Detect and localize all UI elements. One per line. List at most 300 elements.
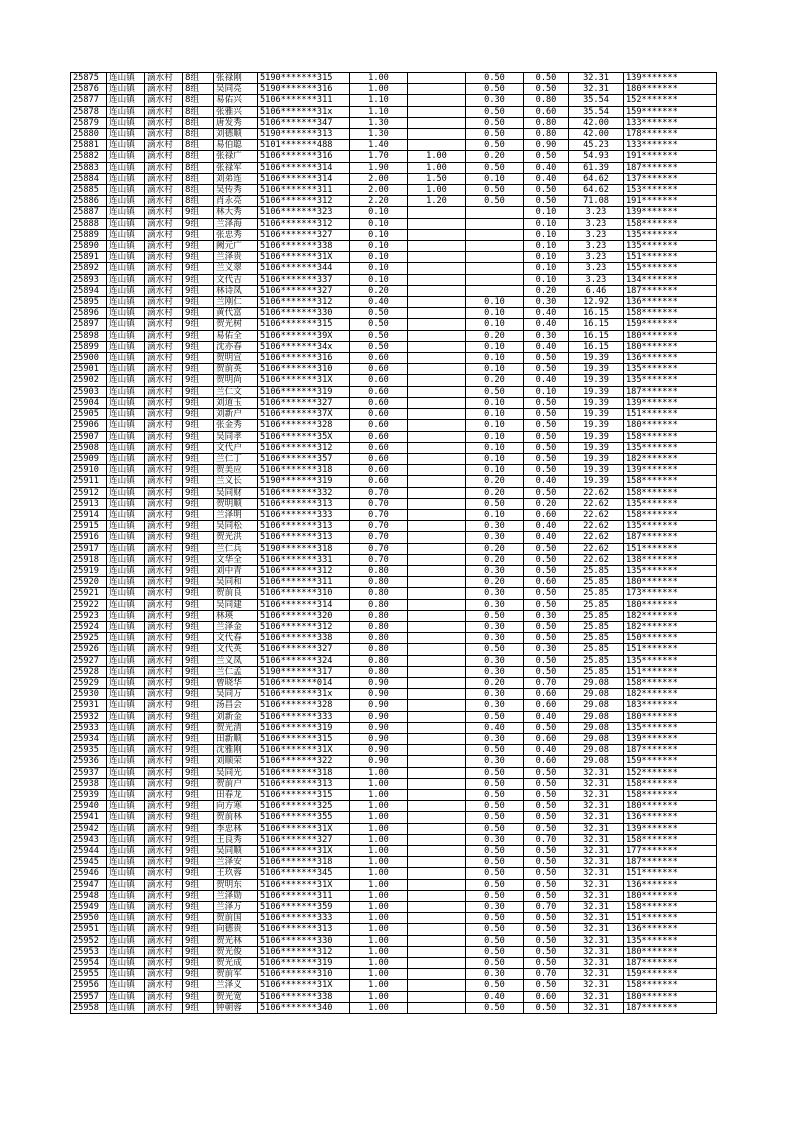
cell-name: 贺明宣 bbox=[214, 353, 258, 364]
cell-amount: 42.00 bbox=[569, 117, 624, 128]
cell-id-number: 5106*******315 bbox=[258, 790, 350, 801]
cell-area-c: 0.50 bbox=[524, 935, 569, 946]
table-row bbox=[71, 689, 717, 700]
cell-town: 连山镇 bbox=[107, 801, 145, 812]
cell-group: 9组 bbox=[183, 274, 214, 285]
cell-amount: 19.39 bbox=[569, 476, 624, 487]
cell-group: 8组 bbox=[183, 73, 214, 84]
cell-name: 向方寒 bbox=[214, 801, 258, 812]
cell-name: 吴同建 bbox=[214, 599, 258, 610]
table-row bbox=[71, 420, 717, 431]
cell-area-c: 0.30 bbox=[524, 644, 569, 655]
cell-id-number: 5106*******345 bbox=[258, 868, 350, 879]
cell-area-c: 0.60 bbox=[524, 700, 569, 711]
cell-village: 滴水村 bbox=[145, 453, 183, 464]
cell-id-number: 5106*******31x bbox=[258, 689, 350, 700]
cell-town: 连山镇 bbox=[107, 913, 145, 924]
cell-phone: 159******* bbox=[624, 756, 717, 767]
cell-row-number: 25878 bbox=[71, 106, 107, 117]
cell-town: 连山镇 bbox=[107, 958, 145, 969]
cell-group: 9组 bbox=[183, 285, 214, 296]
cell-village: 滴水村 bbox=[145, 913, 183, 924]
cell-town: 连山镇 bbox=[107, 666, 145, 677]
cell-name: 吴同财 bbox=[214, 487, 258, 498]
cell-area-total: 0.80 bbox=[350, 588, 408, 599]
cell-id-number: 5106*******314 bbox=[258, 173, 350, 184]
cell-area-c: 0.40 bbox=[524, 341, 569, 352]
cell-area-b: 0.50 bbox=[466, 846, 524, 857]
cell-area-a bbox=[408, 252, 466, 263]
cell-phone: 180******* bbox=[624, 330, 717, 341]
table-row bbox=[71, 442, 717, 453]
cell-group: 9组 bbox=[183, 341, 214, 352]
cell-area-total: 1.00 bbox=[350, 991, 408, 1002]
cell-group: 9组 bbox=[183, 745, 214, 756]
cell-name: 沈雅刚 bbox=[214, 745, 258, 756]
cell-amount: 29.08 bbox=[569, 677, 624, 688]
cell-town: 连山镇 bbox=[107, 420, 145, 431]
table-row bbox=[71, 218, 717, 229]
cell-group: 9组 bbox=[183, 890, 214, 901]
cell-row-number: 25905 bbox=[71, 409, 107, 420]
cell-row-number: 25957 bbox=[71, 991, 107, 1002]
cell-name: 吴同孝 bbox=[214, 431, 258, 442]
cell-village: 滴水村 bbox=[145, 711, 183, 722]
cell-name: 刘新户 bbox=[214, 409, 258, 420]
table-row bbox=[71, 487, 717, 498]
cell-town: 连山镇 bbox=[107, 588, 145, 599]
cell-village: 滴水村 bbox=[145, 924, 183, 935]
cell-area-b: 0.50 bbox=[466, 857, 524, 868]
cell-id-number: 5106*******318 bbox=[258, 767, 350, 778]
cell-phone: 155******* bbox=[624, 263, 717, 274]
cell-town: 连山镇 bbox=[107, 353, 145, 364]
cell-group: 9组 bbox=[183, 386, 214, 397]
cell-name: 贺前良 bbox=[214, 588, 258, 599]
cell-village: 滴水村 bbox=[145, 106, 183, 117]
cell-phone: 136******* bbox=[624, 812, 717, 823]
cell-area-c: 0.50 bbox=[524, 543, 569, 554]
cell-area-a bbox=[408, 633, 466, 644]
cell-group: 9组 bbox=[183, 700, 214, 711]
cell-amount: 71.08 bbox=[569, 196, 624, 207]
cell-area-b: 0.10 bbox=[466, 173, 524, 184]
cell-id-number: 5106*******310 bbox=[258, 364, 350, 375]
cell-id-number: 5190*******318 bbox=[258, 543, 350, 554]
table-row bbox=[71, 409, 717, 420]
cell-row-number: 25952 bbox=[71, 935, 107, 946]
cell-phone: 153******* bbox=[624, 185, 717, 196]
cell-group: 9组 bbox=[183, 476, 214, 487]
cell-area-total: 0.70 bbox=[350, 532, 408, 543]
cell-area-b: 0.20 bbox=[466, 151, 524, 162]
cell-area-a bbox=[408, 218, 466, 229]
cell-town: 连山镇 bbox=[107, 655, 145, 666]
cell-amount: 19.39 bbox=[569, 442, 624, 453]
cell-area-c: 0.10 bbox=[524, 386, 569, 397]
cell-group: 9组 bbox=[183, 543, 214, 554]
cell-row-number: 25941 bbox=[71, 812, 107, 823]
cell-group: 9组 bbox=[183, 991, 214, 1002]
cell-name: 刘德顺 bbox=[214, 129, 258, 140]
cell-area-total: 0.90 bbox=[350, 745, 408, 756]
cell-phone: 180******* bbox=[624, 991, 717, 1002]
cell-area-c: 0.70 bbox=[524, 902, 569, 913]
cell-area-b: 0.50 bbox=[466, 890, 524, 901]
cell-area-c: 0.50 bbox=[524, 453, 569, 464]
cell-area-a bbox=[408, 577, 466, 588]
cell-phone: 135******* bbox=[624, 521, 717, 532]
cell-area-b: 0.50 bbox=[466, 73, 524, 84]
cell-row-number: 25894 bbox=[71, 285, 107, 296]
cell-phone: 178******* bbox=[624, 129, 717, 140]
cell-group: 8组 bbox=[183, 140, 214, 151]
cell-area-c: 0.40 bbox=[524, 308, 569, 319]
cell-phone: 187******* bbox=[624, 162, 717, 173]
cell-area-c: 0.50 bbox=[524, 554, 569, 565]
cell-group: 8组 bbox=[183, 173, 214, 184]
cell-name: 兰义翠 bbox=[214, 263, 258, 274]
cell-row-number: 25909 bbox=[71, 453, 107, 464]
cell-area-c: 0.60 bbox=[524, 991, 569, 1002]
table-row bbox=[71, 263, 717, 274]
cell-group: 9组 bbox=[183, 252, 214, 263]
cell-area-a bbox=[408, 924, 466, 935]
cell-phone: 180******* bbox=[624, 341, 717, 352]
cell-area-b: 0.10 bbox=[466, 397, 524, 408]
cell-area-total: 0.70 bbox=[350, 509, 408, 520]
cell-area-total: 1.00 bbox=[350, 767, 408, 778]
cell-area-b: 0.50 bbox=[466, 868, 524, 879]
cell-name: 兰泽海 bbox=[214, 218, 258, 229]
cell-area-a bbox=[408, 689, 466, 700]
cell-row-number: 25935 bbox=[71, 745, 107, 756]
cell-area-c: 0.50 bbox=[524, 353, 569, 364]
cell-area-total: 1.00 bbox=[350, 913, 408, 924]
cell-town: 连山镇 bbox=[107, 341, 145, 352]
cell-area-a bbox=[408, 241, 466, 252]
table-row bbox=[71, 129, 717, 140]
cell-area-c: 0.60 bbox=[524, 756, 569, 767]
cell-name: 兰仁丁 bbox=[214, 453, 258, 464]
cell-id-number: 5106*******318 bbox=[258, 857, 350, 868]
table-row bbox=[71, 868, 717, 879]
cell-area-a bbox=[408, 666, 466, 677]
cell-row-number: 25880 bbox=[71, 129, 107, 140]
cell-row-number: 25876 bbox=[71, 84, 107, 95]
cell-area-c: 0.50 bbox=[524, 879, 569, 890]
cell-name: 兰泽万 bbox=[214, 902, 258, 913]
cell-village: 滴水村 bbox=[145, 543, 183, 554]
cell-amount: 25.85 bbox=[569, 610, 624, 621]
cell-area-b: 0.10 bbox=[466, 297, 524, 308]
cell-group: 9组 bbox=[183, 823, 214, 834]
cell-amount: 32.31 bbox=[569, 958, 624, 969]
cell-area-total: 0.60 bbox=[350, 409, 408, 420]
cell-town: 连山镇 bbox=[107, 319, 145, 330]
table-row bbox=[71, 84, 717, 95]
cell-phone: 180******* bbox=[624, 711, 717, 722]
cell-row-number: 25896 bbox=[71, 308, 107, 319]
cell-id-number: 5106*******313 bbox=[258, 924, 350, 935]
cell-area-a bbox=[408, 297, 466, 308]
cell-name: 易伯聪 bbox=[214, 140, 258, 151]
cell-area-a bbox=[408, 397, 466, 408]
cell-amount: 29.08 bbox=[569, 745, 624, 756]
cell-id-number: 5106*******35X bbox=[258, 431, 350, 442]
cell-row-number: 25907 bbox=[71, 431, 107, 442]
cell-area-b bbox=[466, 218, 524, 229]
cell-id-number: 5106*******327 bbox=[258, 644, 350, 655]
cell-area-b: 0.30 bbox=[466, 95, 524, 106]
cell-id-number: 5106*******331 bbox=[258, 554, 350, 565]
cell-group: 9组 bbox=[183, 409, 214, 420]
cell-area-a bbox=[408, 129, 466, 140]
cell-phone: 139******* bbox=[624, 207, 717, 218]
cell-id-number: 5106*******312 bbox=[258, 621, 350, 632]
cell-name: 汤昌会 bbox=[214, 700, 258, 711]
cell-amount: 32.31 bbox=[569, 834, 624, 845]
cell-name: 刘中青 bbox=[214, 565, 258, 576]
cell-area-c: 0.50 bbox=[524, 588, 569, 599]
cell-id-number: 5106*******355 bbox=[258, 812, 350, 823]
cell-phone: 191******* bbox=[624, 151, 717, 162]
cell-area-total: 1.00 bbox=[350, 946, 408, 957]
cell-town: 连山镇 bbox=[107, 577, 145, 588]
cell-area-a bbox=[408, 700, 466, 711]
cell-amount: 25.85 bbox=[569, 588, 624, 599]
cell-area-b: 0.50 bbox=[466, 129, 524, 140]
cell-area-c: 0.70 bbox=[524, 969, 569, 980]
cell-phone: 180******* bbox=[624, 890, 717, 901]
cell-phone: 182******* bbox=[624, 453, 717, 464]
cell-town: 连山镇 bbox=[107, 554, 145, 565]
cell-name: 刘新金 bbox=[214, 711, 258, 722]
cell-area-total: 0.10 bbox=[350, 229, 408, 240]
cell-village: 滴水村 bbox=[145, 790, 183, 801]
cell-village: 滴水村 bbox=[145, 397, 183, 408]
cell-row-number: 25901 bbox=[71, 364, 107, 375]
table-row bbox=[71, 117, 717, 128]
cell-phone: 158******* bbox=[624, 431, 717, 442]
cell-village: 滴水村 bbox=[145, 285, 183, 296]
cell-id-number: 5106*******311 bbox=[258, 890, 350, 901]
cell-amount: 22.62 bbox=[569, 487, 624, 498]
cell-area-b: 0.50 bbox=[466, 935, 524, 946]
cell-phone: 180******* bbox=[624, 420, 717, 431]
cell-row-number: 25923 bbox=[71, 610, 107, 621]
cell-town: 连山镇 bbox=[107, 241, 145, 252]
cell-area-a bbox=[408, 677, 466, 688]
cell-id-number: 5106*******39X bbox=[258, 330, 350, 341]
table-row bbox=[71, 431, 717, 442]
cell-phone: 180******* bbox=[624, 801, 717, 812]
cell-area-b bbox=[466, 229, 524, 240]
cell-phone: 158******* bbox=[624, 308, 717, 319]
cell-town: 连山镇 bbox=[107, 689, 145, 700]
cell-area-total: 0.70 bbox=[350, 554, 408, 565]
cell-amount: 32.31 bbox=[569, 812, 624, 823]
cell-area-b: 0.50 bbox=[466, 958, 524, 969]
cell-town: 连山镇 bbox=[107, 711, 145, 722]
cell-name: 田春龙 bbox=[214, 790, 258, 801]
cell-id-number: 5106*******310 bbox=[258, 969, 350, 980]
cell-village: 滴水村 bbox=[145, 565, 183, 576]
cell-group: 9组 bbox=[183, 846, 214, 857]
cell-row-number: 25918 bbox=[71, 554, 107, 565]
cell-group: 9组 bbox=[183, 834, 214, 845]
table-row bbox=[71, 375, 717, 386]
cell-name: 文华全 bbox=[214, 554, 258, 565]
cell-town: 连山镇 bbox=[107, 140, 145, 151]
cell-area-a bbox=[408, 431, 466, 442]
cell-area-a bbox=[408, 599, 466, 610]
cell-amount: 19.39 bbox=[569, 397, 624, 408]
table-row bbox=[71, 229, 717, 240]
cell-area-b bbox=[466, 207, 524, 218]
cell-row-number: 25936 bbox=[71, 756, 107, 767]
cell-amount: 32.31 bbox=[569, 935, 624, 946]
cell-amount: 22.62 bbox=[569, 521, 624, 532]
cell-area-total: 1.00 bbox=[350, 1002, 408, 1013]
cell-name: 吴同和 bbox=[214, 577, 258, 588]
cell-village: 滴水村 bbox=[145, 353, 183, 364]
cell-group: 9组 bbox=[183, 902, 214, 913]
cell-area-b: 0.50 bbox=[466, 84, 524, 95]
cell-village: 滴水村 bbox=[145, 229, 183, 240]
cell-town: 连山镇 bbox=[107, 185, 145, 196]
cell-town: 连山镇 bbox=[107, 857, 145, 868]
cell-row-number: 25926 bbox=[71, 644, 107, 655]
cell-area-c: 0.50 bbox=[524, 196, 569, 207]
cell-phone: 187******* bbox=[624, 1002, 717, 1013]
cell-group: 9组 bbox=[183, 756, 214, 767]
cell-village: 滴水村 bbox=[145, 610, 183, 621]
cell-area-a bbox=[408, 644, 466, 655]
cell-town: 连山镇 bbox=[107, 218, 145, 229]
cell-name: 易佑全 bbox=[214, 330, 258, 341]
cell-group: 8组 bbox=[183, 129, 214, 140]
cell-village: 滴水村 bbox=[145, 252, 183, 263]
cell-id-number: 5106*******313 bbox=[258, 498, 350, 509]
cell-town: 连山镇 bbox=[107, 823, 145, 834]
cell-phone: 152******* bbox=[624, 95, 717, 106]
cell-group: 9组 bbox=[183, 722, 214, 733]
cell-area-b: 0.40 bbox=[466, 991, 524, 1002]
cell-area-c: 0.50 bbox=[524, 958, 569, 969]
cell-area-a bbox=[408, 364, 466, 375]
cell-name: 张禄军 bbox=[214, 162, 258, 173]
cell-row-number: 25917 bbox=[71, 543, 107, 554]
cell-group: 9组 bbox=[183, 565, 214, 576]
cell-group: 9组 bbox=[183, 935, 214, 946]
cell-phone: 177******* bbox=[624, 846, 717, 857]
cell-phone: 158******* bbox=[624, 218, 717, 229]
cell-area-total: 0.10 bbox=[350, 207, 408, 218]
cell-id-number: 5106*******313 bbox=[258, 521, 350, 532]
cell-town: 连山镇 bbox=[107, 621, 145, 632]
cell-name: 贺明顺 bbox=[214, 498, 258, 509]
table-row bbox=[71, 274, 717, 285]
cell-name: 文代英 bbox=[214, 644, 258, 655]
cell-row-number: 25889 bbox=[71, 229, 107, 240]
cell-area-total: 0.90 bbox=[350, 733, 408, 744]
cell-area-b: 0.30 bbox=[466, 700, 524, 711]
cell-area-c: 0.10 bbox=[524, 229, 569, 240]
cell-area-c: 0.20 bbox=[524, 498, 569, 509]
cell-amount: 12.92 bbox=[569, 297, 624, 308]
cell-row-number: 25953 bbox=[71, 946, 107, 957]
cell-id-number: 5106*******319 bbox=[258, 722, 350, 733]
cell-amount: 22.62 bbox=[569, 554, 624, 565]
cell-area-b: 0.10 bbox=[466, 509, 524, 520]
cell-group: 9组 bbox=[183, 790, 214, 801]
cell-amount: 16.15 bbox=[569, 330, 624, 341]
cell-id-number: 5106*******313 bbox=[258, 778, 350, 789]
cell-town: 连山镇 bbox=[107, 677, 145, 688]
cell-id-number: 5106*******31x bbox=[258, 106, 350, 117]
cell-area-total: 1.30 bbox=[350, 129, 408, 140]
cell-amount: 32.31 bbox=[569, 846, 624, 857]
cell-area-total: 1.00 bbox=[350, 879, 408, 890]
cell-town: 连山镇 bbox=[107, 521, 145, 532]
cell-name: 向德贵 bbox=[214, 924, 258, 935]
cell-area-a bbox=[408, 857, 466, 868]
cell-village: 滴水村 bbox=[145, 386, 183, 397]
cell-area-a bbox=[408, 106, 466, 117]
cell-id-number: 5106*******323 bbox=[258, 207, 350, 218]
cell-village: 滴水村 bbox=[145, 95, 183, 106]
cell-area-b: 0.10 bbox=[466, 319, 524, 330]
cell-town: 连山镇 bbox=[107, 969, 145, 980]
cell-village: 滴水村 bbox=[145, 767, 183, 778]
cell-name: 唐发秀 bbox=[214, 117, 258, 128]
table-row bbox=[71, 980, 717, 991]
cell-phone: 133******* bbox=[624, 117, 717, 128]
cell-area-b: 0.50 bbox=[466, 801, 524, 812]
cell-name: 王玖蓉 bbox=[214, 868, 258, 879]
cell-area-b: 0.50 bbox=[466, 711, 524, 722]
cell-group: 9组 bbox=[183, 207, 214, 218]
cell-name: 文代户 bbox=[214, 442, 258, 453]
cell-group: 9组 bbox=[183, 241, 214, 252]
cell-area-total: 0.80 bbox=[350, 577, 408, 588]
cell-row-number: 25920 bbox=[71, 577, 107, 588]
cell-id-number: 5106*******311 bbox=[258, 185, 350, 196]
cell-area-c: 0.60 bbox=[524, 577, 569, 588]
cell-village: 滴水村 bbox=[145, 330, 183, 341]
cell-id-number: 5106*******31X bbox=[258, 980, 350, 991]
cell-row-number: 25949 bbox=[71, 902, 107, 913]
cell-amount: 64.62 bbox=[569, 185, 624, 196]
cell-group: 9组 bbox=[183, 297, 214, 308]
cell-village: 滴水村 bbox=[145, 297, 183, 308]
cell-village: 滴水村 bbox=[145, 733, 183, 744]
cell-town: 连山镇 bbox=[107, 409, 145, 420]
cell-amount: 22.62 bbox=[569, 498, 624, 509]
cell-village: 滴水村 bbox=[145, 364, 183, 375]
cell-area-c: 0.50 bbox=[524, 420, 569, 431]
cell-village: 滴水村 bbox=[145, 868, 183, 879]
cell-area-c: 0.50 bbox=[524, 151, 569, 162]
cell-row-number: 25956 bbox=[71, 980, 107, 991]
table-row bbox=[71, 341, 717, 352]
cell-area-c: 0.50 bbox=[524, 431, 569, 442]
cell-town: 连山镇 bbox=[107, 453, 145, 464]
cell-name: 贺光成 bbox=[214, 958, 258, 969]
cell-area-c: 0.80 bbox=[524, 117, 569, 128]
cell-area-b: 0.50 bbox=[466, 185, 524, 196]
